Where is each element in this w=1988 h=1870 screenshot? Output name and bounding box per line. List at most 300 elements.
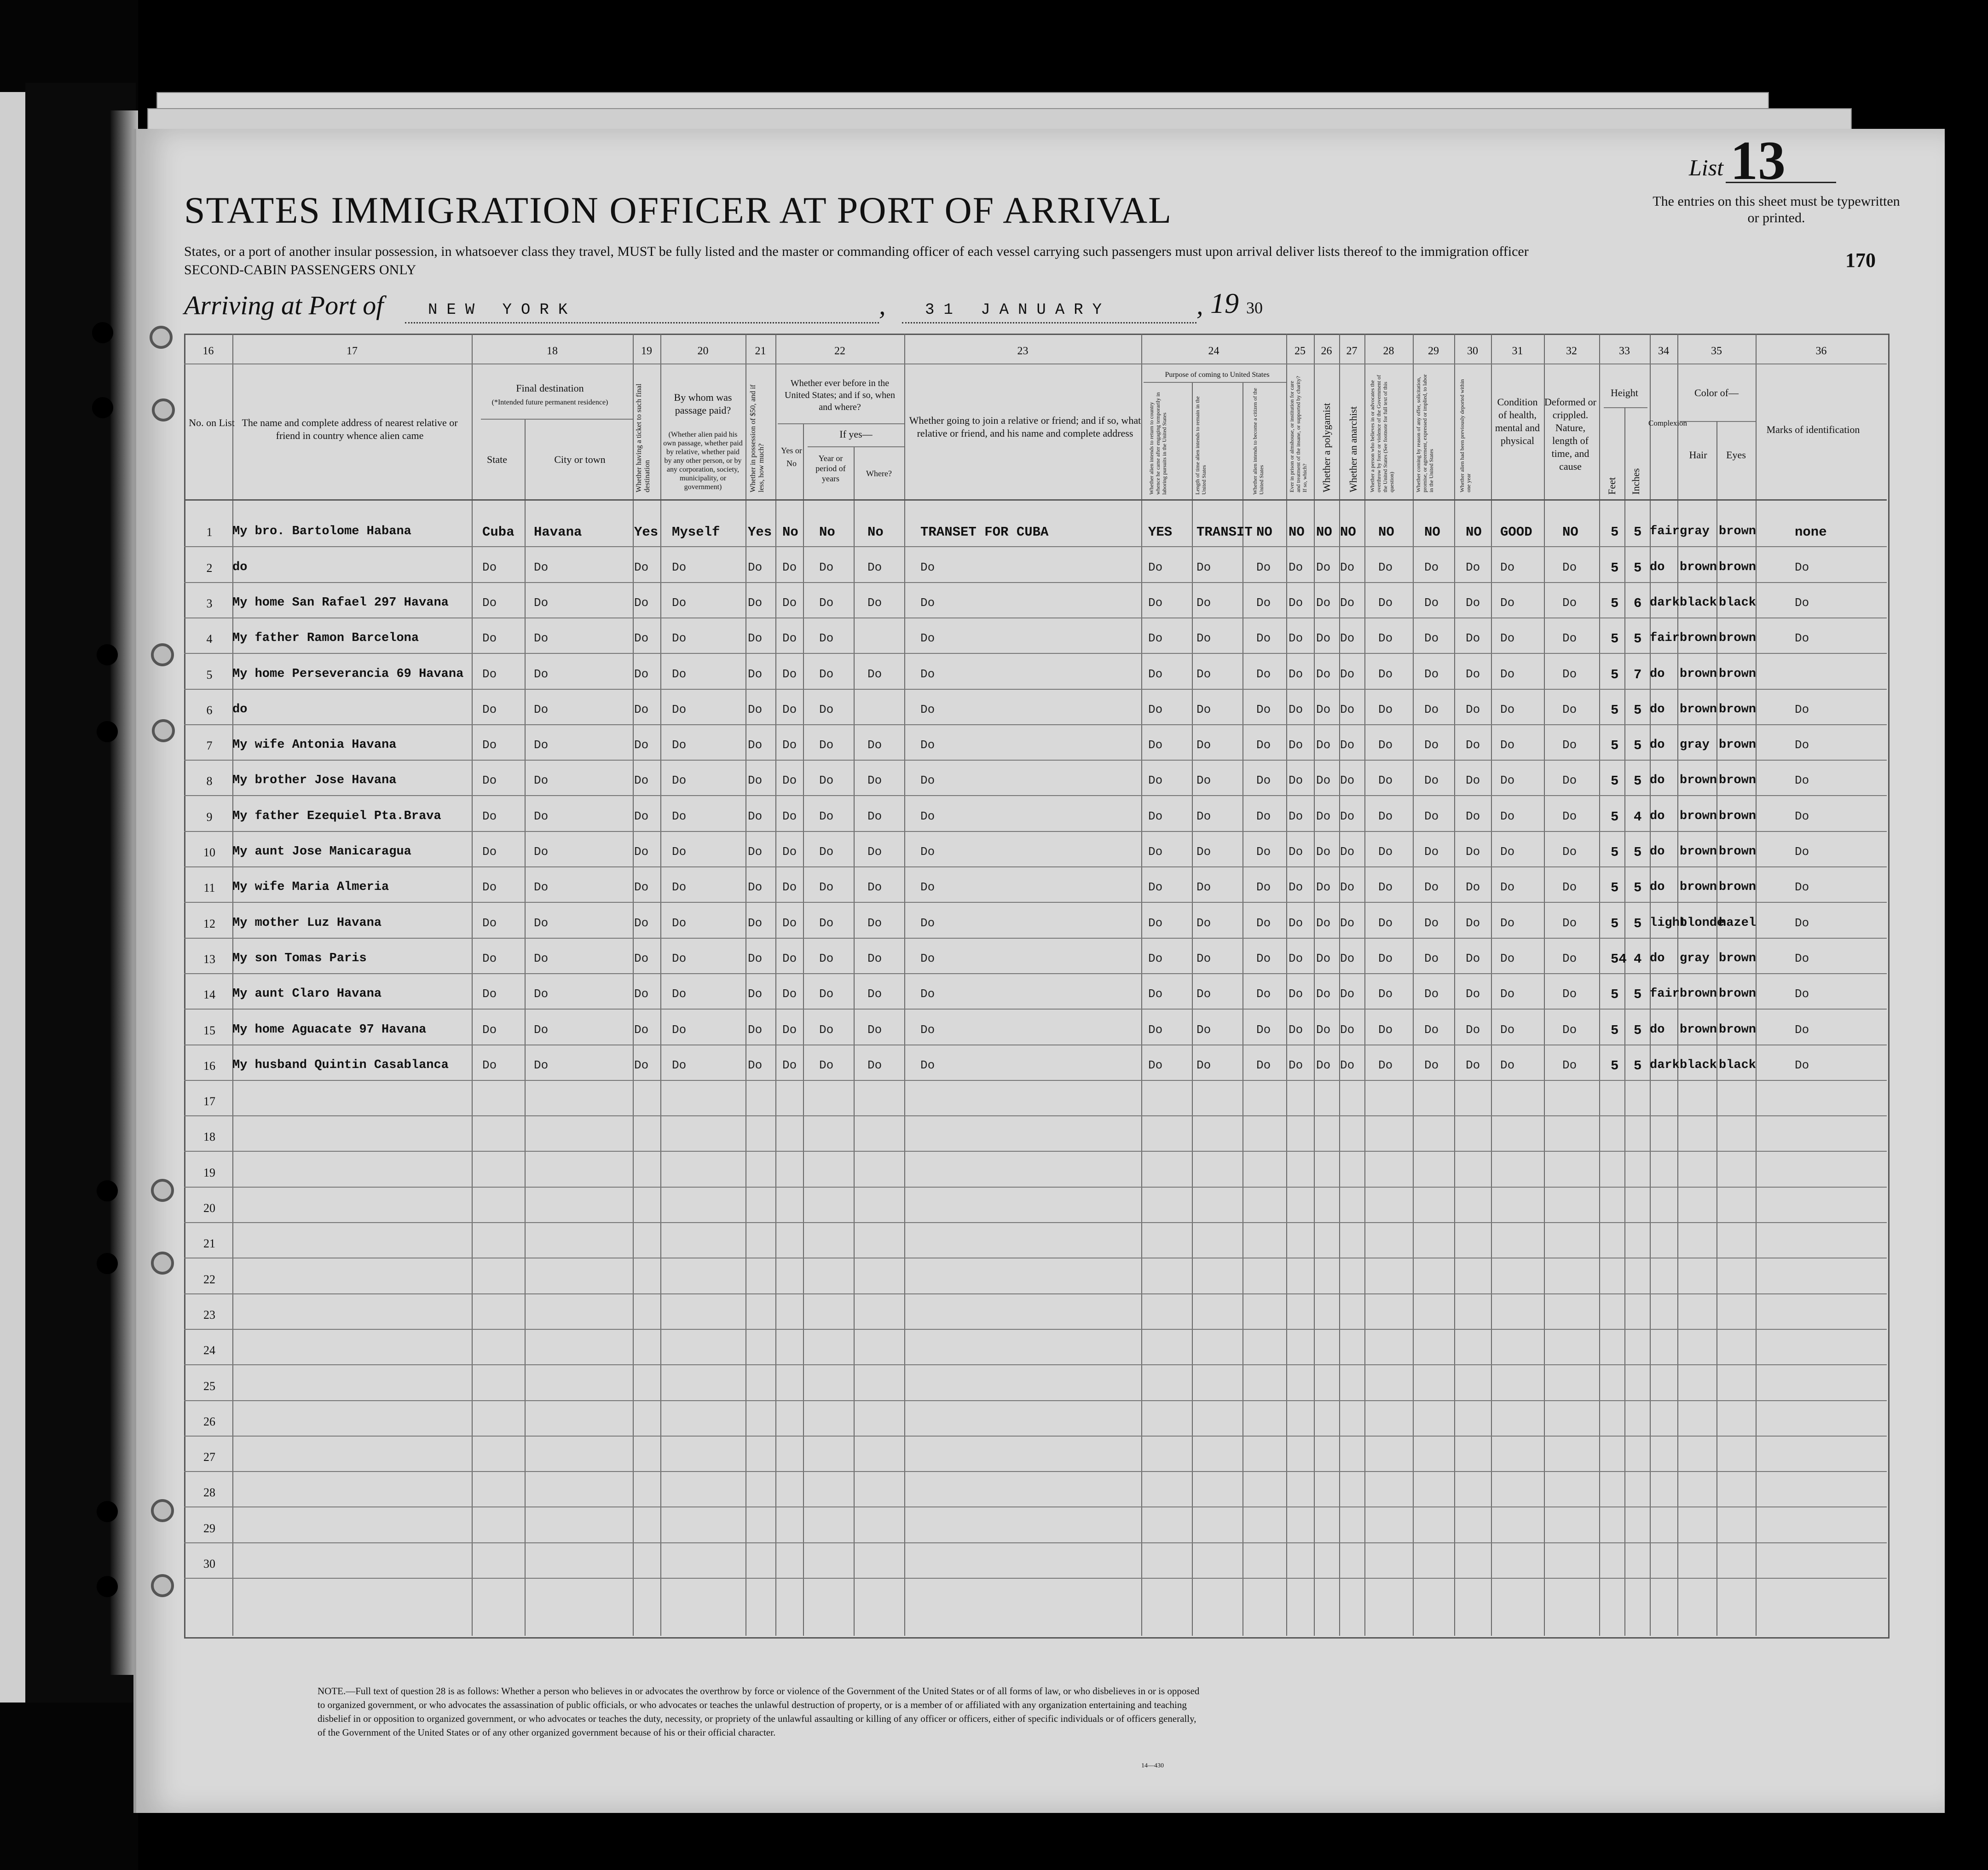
cell-q29: Do bbox=[1424, 560, 1439, 574]
cell-inches: 5 bbox=[1634, 1058, 1642, 1074]
cell-health: Do bbox=[1500, 667, 1515, 681]
cell-paid-by: Do bbox=[672, 702, 687, 716]
cell-money: Do bbox=[748, 595, 763, 610]
cell-money: Yes bbox=[748, 525, 772, 540]
cell-feet: 5 bbox=[1611, 809, 1619, 825]
cell-ticket: Do bbox=[634, 880, 649, 895]
cell-polygamist: Do bbox=[1316, 845, 1331, 859]
column-rule bbox=[904, 334, 905, 1636]
port-field: NEW YORK bbox=[428, 301, 577, 319]
cell-polygamist: Do bbox=[1316, 916, 1331, 930]
cell-relative: My wife Maria Almeria bbox=[232, 880, 389, 895]
cell-health: Do bbox=[1500, 702, 1515, 716]
cell-prison: Do bbox=[1289, 631, 1303, 646]
cell-year: Do bbox=[819, 951, 834, 965]
cell-complexion: light bbox=[1650, 916, 1687, 930]
row-number: 10 bbox=[203, 846, 215, 859]
row-rule bbox=[184, 1222, 1887, 1223]
cell-deformed: Do bbox=[1562, 595, 1577, 610]
cell-p-return: Do bbox=[1148, 1058, 1163, 1072]
cell-q29: Do bbox=[1424, 845, 1439, 859]
cell-ticket: Do bbox=[634, 809, 649, 823]
cell-state: Do bbox=[482, 880, 497, 895]
cell-city: Do bbox=[534, 880, 549, 895]
cell-q29: Do bbox=[1424, 987, 1439, 1001]
cell-feet: 5 bbox=[1611, 560, 1619, 576]
cell-p-return: Do bbox=[1148, 560, 1163, 574]
header-c22-where: Where? bbox=[866, 469, 892, 478]
header-c35: Color of— bbox=[1694, 387, 1739, 398]
column-rule bbox=[1364, 334, 1365, 1636]
cell-polygamist: Do bbox=[1316, 702, 1331, 716]
cell-eyes: brown bbox=[1719, 987, 1757, 1001]
cell-q28: Do bbox=[1378, 667, 1393, 681]
cell-complexion: do bbox=[1650, 809, 1665, 823]
cell-before: Do bbox=[782, 702, 797, 716]
cell-eyes: black bbox=[1719, 1058, 1757, 1072]
cell-ticket: Do bbox=[634, 1058, 649, 1072]
cell-anarchist: Do bbox=[1340, 631, 1355, 646]
cell-inches: 5 bbox=[1634, 845, 1642, 860]
header-c29: Whether coming by reason of any offer, solicitation, promise, or agreement, expressed or implied, to labor in the United States bbox=[1415, 374, 1434, 492]
column-rule bbox=[1599, 334, 1600, 1636]
header-c22-yesno: Yes or No bbox=[781, 446, 802, 468]
cell-feet: 5 bbox=[1611, 845, 1619, 860]
column-rule bbox=[1491, 334, 1492, 1636]
cell-paid-by: Do bbox=[672, 880, 687, 895]
cell-deformed: Do bbox=[1562, 987, 1577, 1001]
row-rule bbox=[184, 1542, 1887, 1543]
cell-health: Do bbox=[1500, 773, 1515, 788]
cell-before: Do bbox=[782, 951, 797, 965]
cell-p-length: Do bbox=[1196, 560, 1211, 574]
cell-complexion: fair bbox=[1650, 631, 1680, 646]
binder-hole bbox=[97, 1253, 118, 1274]
header-c28: Whether a person who believes in or advocates the overthrow by force or violence of the Government of the United States (See footnote for full text of this question) bbox=[1369, 375, 1395, 492]
cell-inches: 5 bbox=[1634, 773, 1642, 789]
cell-health: Do bbox=[1500, 1058, 1515, 1072]
cell-marks: Do bbox=[1795, 773, 1809, 788]
cell-year: Do bbox=[819, 845, 834, 859]
cell-q28: NO bbox=[1378, 525, 1394, 540]
cell-anarchist: Do bbox=[1340, 1022, 1355, 1037]
cell-money: Do bbox=[748, 667, 763, 681]
cell-health: Do bbox=[1500, 809, 1515, 823]
cell-prison: Do bbox=[1289, 916, 1303, 930]
cell-relative: My father Ezequiel Pta.Brava bbox=[232, 809, 441, 823]
cell-feet: 5 bbox=[1611, 525, 1619, 540]
header-c33-feet: Feet bbox=[1606, 477, 1618, 495]
cell-joining: Do bbox=[920, 595, 935, 610]
binder-ring bbox=[151, 1179, 174, 1202]
cell-p-citizen: Do bbox=[1256, 809, 1271, 823]
header-c24-b: Length of time alien intends to remain in the United States bbox=[1194, 396, 1207, 495]
header-c33-inches: Inches bbox=[1630, 468, 1641, 495]
cell-ticket: Do bbox=[634, 773, 649, 788]
cell-prison: Do bbox=[1289, 880, 1303, 895]
cell-anarchist: Do bbox=[1340, 951, 1355, 965]
cabin-class: SECOND-CABIN PASSENGERS ONLY bbox=[184, 262, 416, 277]
cell-year: Do bbox=[819, 595, 834, 610]
header-c18-state: State bbox=[487, 454, 507, 465]
cell-q29: Do bbox=[1424, 1058, 1439, 1072]
cell-feet: 5 bbox=[1611, 880, 1619, 896]
cell-marks: Do bbox=[1795, 560, 1809, 574]
cell-ticket: Do bbox=[634, 702, 649, 716]
cell-before: Do bbox=[782, 560, 797, 574]
cell-deformed: Do bbox=[1562, 738, 1577, 752]
cell-joining: Do bbox=[920, 916, 935, 930]
cell-year: No bbox=[819, 525, 835, 540]
row-rule bbox=[184, 1009, 1887, 1010]
cell-complexion: do bbox=[1650, 845, 1665, 859]
header-c18: Final destination bbox=[516, 382, 584, 394]
row-rule bbox=[184, 973, 1887, 974]
cell-inches: 5 bbox=[1634, 880, 1642, 896]
cell-q30: Do bbox=[1466, 773, 1480, 788]
cell-year: Do bbox=[819, 773, 834, 788]
cell-city: Do bbox=[534, 951, 549, 965]
header-c25: Ever in prison or almshouse, or institution for care and treatment of the insane, or supported by charity? If so, which? bbox=[1289, 376, 1308, 492]
cell-hair: brown bbox=[1680, 880, 1717, 895]
cell-eyes: brown bbox=[1719, 525, 1757, 539]
header-rule bbox=[808, 446, 904, 447]
cell-city: Do bbox=[534, 560, 549, 574]
row-rule bbox=[184, 653, 1887, 654]
cell-ticket: Do bbox=[634, 560, 649, 574]
cell-q29: Do bbox=[1424, 631, 1439, 646]
cell-deformed: Do bbox=[1562, 560, 1577, 574]
binder-ring bbox=[151, 1499, 174, 1522]
cell-p-citizen: Do bbox=[1256, 845, 1271, 859]
cell-state: Do bbox=[482, 845, 497, 859]
row-number: 13 bbox=[203, 952, 215, 966]
cell-q30: Do bbox=[1466, 916, 1480, 930]
cell-q30: Do bbox=[1466, 951, 1480, 965]
cell-hair: black bbox=[1680, 595, 1717, 610]
cell-prison: Do bbox=[1289, 951, 1303, 965]
cell-feet: 5 bbox=[1611, 738, 1619, 754]
column-rule bbox=[1141, 334, 1142, 1636]
cell-money: Do bbox=[748, 560, 763, 574]
cell-year: Do bbox=[819, 987, 834, 1001]
cell-before: Do bbox=[782, 880, 797, 895]
cell-complexion: dark bbox=[1650, 595, 1680, 610]
page-title: STATES IMMIGRATION OFFICER AT PORT OF ARRIVAL bbox=[184, 189, 1173, 231]
cell-where: Do bbox=[867, 560, 882, 574]
cell-q29: NO bbox=[1424, 525, 1440, 540]
header-rule bbox=[481, 419, 633, 420]
header-c24: Purpose of coming to United States bbox=[1165, 371, 1270, 379]
row-number: 2 bbox=[206, 561, 213, 575]
cell-where: Do bbox=[867, 738, 882, 752]
column-rule bbox=[803, 423, 804, 1636]
header-c18-city: City or town bbox=[554, 454, 606, 465]
cell-ticket: Do bbox=[634, 631, 649, 646]
column-number: 20 bbox=[697, 345, 709, 357]
cell-p-return: Do bbox=[1148, 631, 1163, 646]
cell-q28: Do bbox=[1378, 595, 1393, 610]
cell-joining: Do bbox=[920, 773, 935, 788]
cell-inches: 5 bbox=[1634, 916, 1642, 931]
cell-relative: My brother Jose Havana bbox=[232, 773, 397, 788]
cell-p-citizen: Do bbox=[1256, 560, 1271, 574]
row-number: 22 bbox=[203, 1272, 215, 1286]
header-rule bbox=[1604, 407, 1647, 408]
cell-hair: brown bbox=[1680, 631, 1717, 646]
cell-p-citizen: Do bbox=[1256, 880, 1271, 895]
cell-p-citizen: Do bbox=[1256, 951, 1271, 965]
cell-joining: Do bbox=[920, 809, 935, 823]
row-number: 30 bbox=[203, 1557, 215, 1570]
cell-anarchist: Do bbox=[1340, 773, 1355, 788]
row-number: 26 bbox=[203, 1414, 215, 1428]
column-number: 32 bbox=[1566, 345, 1577, 357]
cell-paid-by: Do bbox=[672, 845, 687, 859]
cell-health: Do bbox=[1500, 631, 1515, 646]
cell-where: Do bbox=[867, 880, 882, 895]
cell-health: GOOD bbox=[1500, 525, 1532, 540]
cell-before: Do bbox=[782, 595, 797, 610]
cell-q28: Do bbox=[1378, 809, 1393, 823]
cell-before: Do bbox=[782, 667, 797, 681]
cell-p-return: Do bbox=[1148, 951, 1163, 965]
year-prefix: 19 bbox=[1210, 288, 1239, 319]
header-c24-c: Whether alien intends to become a citizen of the United States bbox=[1252, 388, 1265, 495]
cell-ticket: Do bbox=[634, 987, 649, 1001]
cell-eyes: brown bbox=[1719, 667, 1757, 681]
cell-q30: Do bbox=[1466, 738, 1480, 752]
column-rule bbox=[1454, 334, 1455, 1636]
cell-marks: Do bbox=[1795, 916, 1809, 930]
cell-p-citizen: Do bbox=[1256, 1058, 1271, 1072]
cell-state: Do bbox=[482, 702, 497, 716]
column-rule bbox=[1413, 334, 1414, 1636]
cell-q28: Do bbox=[1378, 1022, 1393, 1037]
cell-marks: Do bbox=[1795, 1022, 1809, 1037]
cell-ticket: Do bbox=[634, 595, 649, 610]
cell-state: Cuba bbox=[482, 525, 514, 540]
cell-q29: Do bbox=[1424, 595, 1439, 610]
cell-polygamist: Do bbox=[1316, 880, 1331, 895]
cell-q30: Do bbox=[1466, 880, 1480, 895]
cell-marks: none bbox=[1795, 525, 1827, 540]
cell-joining: Do bbox=[920, 951, 935, 965]
row-number: 16 bbox=[203, 1059, 215, 1073]
cell-health: Do bbox=[1500, 916, 1515, 930]
column-rule bbox=[472, 334, 473, 1636]
cell-complexion: do bbox=[1650, 560, 1665, 574]
cell-feet: 5 bbox=[1611, 773, 1619, 789]
cell-p-return: Do bbox=[1148, 595, 1163, 610]
cell-p-length: Do bbox=[1196, 667, 1211, 681]
cell-prison: Do bbox=[1289, 1058, 1303, 1072]
cell-city: Do bbox=[534, 595, 549, 610]
binder-ring bbox=[152, 719, 175, 742]
header-c20-note: (Whether alien paid his own passage, whether paid by relative, whether paid by any other person, or by any corporation, society, municipality, or government) bbox=[663, 431, 743, 491]
cell-paid-by: Do bbox=[672, 595, 687, 610]
binder-ring bbox=[152, 398, 175, 421]
cell-p-citizen: Do bbox=[1256, 702, 1271, 716]
cell-city: Do bbox=[534, 916, 549, 930]
binder-hole bbox=[97, 644, 118, 665]
row-rule bbox=[184, 1436, 1887, 1437]
row-number: 19 bbox=[203, 1166, 215, 1179]
cell-ticket: Do bbox=[634, 738, 649, 752]
cell-city: Do bbox=[534, 1058, 549, 1072]
row-number: 27 bbox=[203, 1450, 215, 1464]
cell-paid-by: Do bbox=[672, 1058, 687, 1072]
cell-paid-by: Do bbox=[672, 916, 687, 930]
header-c30: Whether alien had been previously deported within one year bbox=[1459, 379, 1472, 492]
cell-joining: Do bbox=[920, 1022, 935, 1037]
cell-hair: brown bbox=[1680, 560, 1717, 574]
header-c22: Whether ever before in the United States; and if so, when and where? bbox=[785, 378, 895, 412]
cell-deformed: Do bbox=[1562, 702, 1577, 716]
header-c35-eyes: Eyes bbox=[1726, 449, 1746, 461]
row-number: 17 bbox=[203, 1095, 215, 1108]
column-number: 29 bbox=[1428, 345, 1439, 357]
cell-polygamist: Do bbox=[1316, 667, 1331, 681]
cell-money: Do bbox=[748, 1058, 763, 1072]
cell-polygamist: Do bbox=[1316, 595, 1331, 610]
row-rule bbox=[184, 1115, 1887, 1116]
cell-joining: Do bbox=[920, 845, 935, 859]
cell-q28: Do bbox=[1378, 738, 1393, 752]
port-line bbox=[405, 322, 879, 323]
cell-state: Do bbox=[482, 1058, 497, 1072]
cell-p-citizen: Do bbox=[1256, 667, 1271, 681]
cell-eyes: brown bbox=[1719, 1022, 1757, 1037]
cell-city: Do bbox=[534, 702, 549, 716]
cell-inches: 5 bbox=[1634, 738, 1642, 754]
cell-complexion: do bbox=[1650, 1022, 1665, 1037]
cell-where: Do bbox=[867, 773, 882, 788]
cell-hair: gray bbox=[1680, 525, 1710, 539]
header-c27: Whether an anarchist bbox=[1347, 406, 1359, 492]
cell-money: Do bbox=[748, 773, 763, 788]
row-rule bbox=[184, 760, 1887, 761]
cell-polygamist: Do bbox=[1316, 1058, 1331, 1072]
header-c33: Height bbox=[1611, 387, 1638, 398]
cell-anarchist: NO bbox=[1340, 525, 1356, 540]
cell-year: Do bbox=[819, 916, 834, 930]
cell-before: Do bbox=[782, 809, 797, 823]
row-number: 4 bbox=[206, 632, 213, 646]
row-rule bbox=[184, 1506, 1887, 1507]
cell-feet: 5 bbox=[1611, 1058, 1619, 1074]
cell-relative: My husband Quintin Casablanca bbox=[232, 1058, 449, 1072]
cell-anarchist: Do bbox=[1340, 667, 1355, 681]
cell-p-return: Do bbox=[1148, 1022, 1163, 1037]
header-c23: Whether going to join a relative or friend; and if so, what relative or friend, and his name and complete address bbox=[909, 415, 1141, 439]
cell-relative: My mother Luz Havana bbox=[232, 916, 382, 930]
cell-prison: Do bbox=[1289, 809, 1303, 823]
cell-before: Do bbox=[782, 631, 797, 646]
comma: , bbox=[1196, 290, 1203, 320]
cell-relative: My father Ramon Barcelona bbox=[232, 631, 419, 646]
cell-anarchist: Do bbox=[1340, 738, 1355, 752]
column-number: 24 bbox=[1208, 345, 1219, 357]
cell-hair: blonde bbox=[1680, 916, 1725, 930]
cell-hair: gray bbox=[1680, 951, 1710, 965]
cell-eyes: brown bbox=[1719, 560, 1757, 574]
header-rule bbox=[778, 423, 904, 424]
binder-ring bbox=[150, 326, 173, 349]
cell-complexion: fair bbox=[1650, 525, 1680, 539]
cell-year: Do bbox=[819, 880, 834, 895]
cell-inches: 7 bbox=[1634, 667, 1642, 682]
cell-money: Do bbox=[748, 880, 763, 895]
cell-p-length: Do bbox=[1196, 631, 1211, 646]
column-rule bbox=[660, 334, 661, 1636]
column-number: 26 bbox=[1321, 345, 1332, 357]
row-rule bbox=[184, 795, 1887, 796]
cell-state: Do bbox=[482, 738, 497, 752]
cell-anarchist: Do bbox=[1340, 702, 1355, 716]
header-rule bbox=[1680, 421, 1756, 422]
cell-marks: Do bbox=[1795, 702, 1809, 716]
column-number: 19 bbox=[641, 345, 652, 357]
cell-feet: 5 bbox=[1611, 987, 1619, 1003]
row-number: 3 bbox=[206, 596, 213, 610]
cell-prison: Do bbox=[1289, 738, 1303, 752]
cell-q28: Do bbox=[1378, 773, 1393, 788]
cell-year: Do bbox=[819, 738, 834, 752]
column-rule bbox=[1314, 334, 1315, 1636]
cell-health: Do bbox=[1500, 560, 1515, 574]
cell-p-length: Do bbox=[1196, 1058, 1211, 1072]
row-rule bbox=[184, 1364, 1887, 1365]
cell-p-return: Do bbox=[1148, 987, 1163, 1001]
cell-p-return: Do bbox=[1148, 667, 1163, 681]
row-rule bbox=[184, 724, 1887, 725]
cell-money: Do bbox=[748, 845, 763, 859]
row-number: 23 bbox=[203, 1308, 215, 1322]
cell-q30: Do bbox=[1466, 560, 1480, 574]
cell-q30: Do bbox=[1466, 667, 1480, 681]
header-c22-ifyes: If yes— bbox=[839, 428, 873, 440]
header-c35-hair: Hair bbox=[1689, 449, 1707, 461]
cell-health: Do bbox=[1500, 880, 1515, 895]
cell-money: Do bbox=[748, 1022, 763, 1037]
cell-q29: Do bbox=[1424, 1022, 1439, 1037]
cell-q29: Do bbox=[1424, 773, 1439, 788]
page-number: 170 bbox=[1845, 249, 1876, 271]
cell-paid-by: Do bbox=[672, 560, 687, 574]
cell-state: Do bbox=[482, 667, 497, 681]
cell-inches: 5 bbox=[1634, 560, 1642, 576]
cell-state: Do bbox=[482, 987, 497, 1001]
column-number: 27 bbox=[1346, 345, 1358, 357]
cell-deformed: Do bbox=[1562, 916, 1577, 930]
cell-state: Do bbox=[482, 631, 497, 646]
header-c21: Whether in possession of $50, and if less, how much? bbox=[749, 384, 765, 492]
cell-q28: Do bbox=[1378, 702, 1393, 716]
binder-hole bbox=[97, 1180, 118, 1201]
row-rule bbox=[184, 1293, 1887, 1294]
cell-deformed: Do bbox=[1562, 631, 1577, 646]
cell-hair: brown bbox=[1680, 667, 1717, 681]
row-rule bbox=[184, 582, 1887, 583]
cell-deformed: Do bbox=[1562, 667, 1577, 681]
cell-marks: Do bbox=[1795, 809, 1809, 823]
cell-anarchist: Do bbox=[1340, 916, 1355, 930]
cell-q29: Do bbox=[1424, 738, 1439, 752]
cell-polygamist: NO bbox=[1316, 525, 1332, 540]
cell-complexion: do bbox=[1650, 951, 1665, 965]
cell-paid-by: Do bbox=[672, 773, 687, 788]
